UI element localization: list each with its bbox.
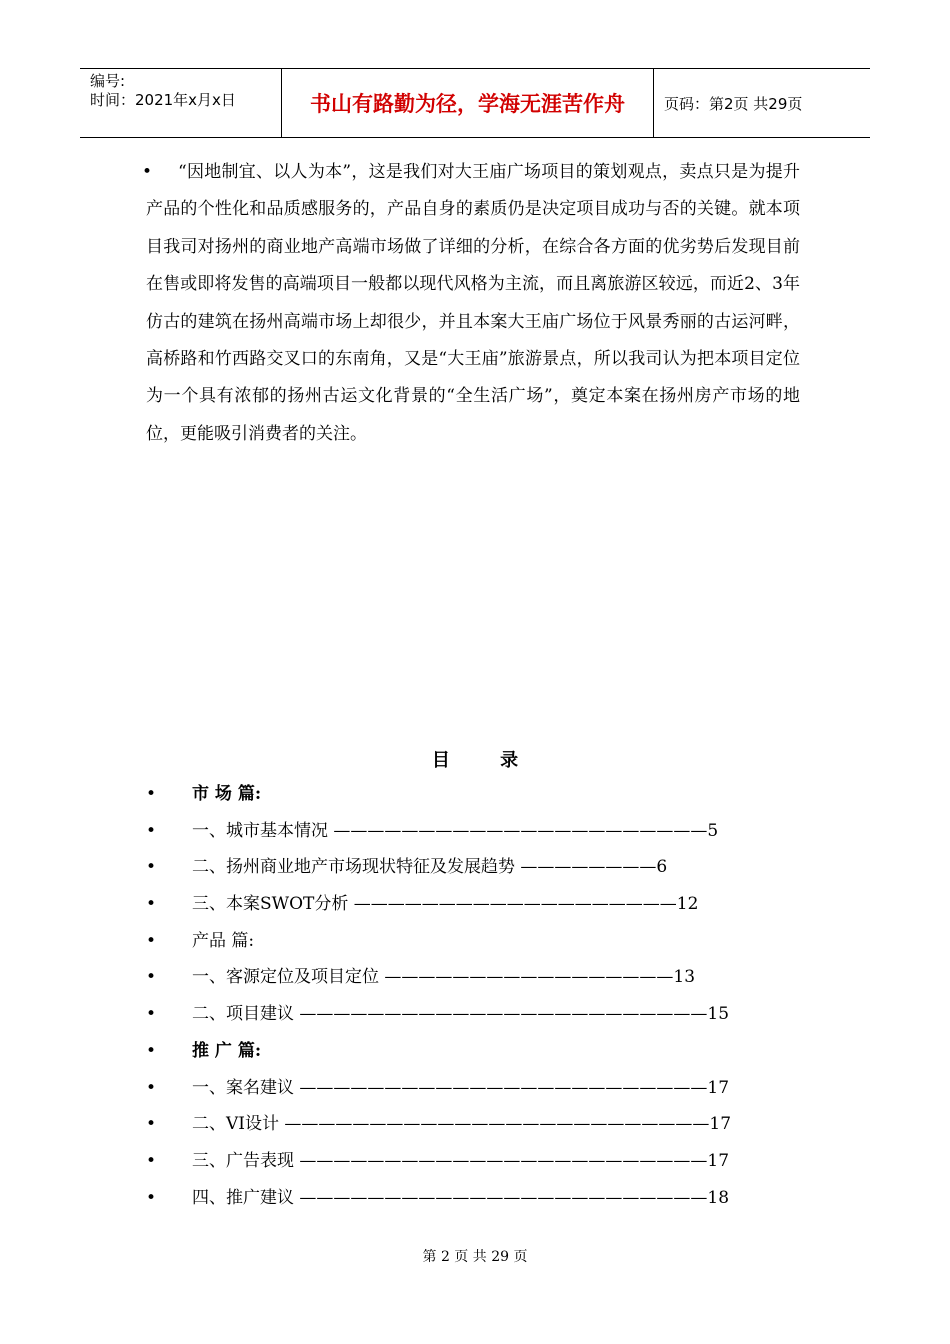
toc-item: [146, 813, 766, 850]
toc-item-label: 二、项目建议 ————————————————————————15: [192, 1004, 730, 1025]
toc-title-char-2: 录: [500, 750, 519, 771]
bullet-icon: •: [146, 1150, 157, 1171]
bullet-icon: •: [146, 820, 157, 841]
toc-item: [146, 959, 766, 996]
page-footer: 第 2 页 共 29 页: [422, 1249, 528, 1265]
document-date-label: 时间：2021年x月x日: [90, 91, 236, 109]
bullet-icon: •: [146, 1040, 157, 1061]
header-motto: 书山有路勤为径，学海无涯苦作舟: [282, 69, 654, 137]
bullet-icon: •: [146, 857, 157, 878]
header-page-info: 页码：第2页 共29页: [664, 94, 803, 113]
toc-item: [146, 1070, 766, 1107]
bullet-icon: •: [146, 1077, 157, 1098]
toc-title: [0, 746, 950, 772]
toc-item-label: 推 广 篇:: [192, 1040, 262, 1061]
toc-item-label: 二、VI设计 —————————————————————————17: [192, 1114, 732, 1135]
toc-item-label: 一、案名建议 ————————————————————————17: [192, 1077, 730, 1098]
bullet-icon: •: [146, 784, 157, 804]
toc-item: [146, 886, 766, 923]
bullet-icon: •: [146, 894, 157, 915]
intro-paragraph-block: [142, 154, 800, 453]
toc-item: [146, 849, 766, 886]
toc-item: [146, 776, 766, 813]
intro-paragraph: “因地制宜、以人为本”，这是我们对大王庙广场项目的策划观点，卖点只是为提升产品的个性化和品质感服务的，产品自身的素质仍是决定项目成功与否的关键。就本项目我司对扬州的商业地产高端市场做了详细的分析，在综合各方面的优劣势后发现目前在售或即将发售的高端项目一般都以现代风格为主流，而且离旅游区较远，而近2、3年仿古的建筑在扬州高端市场上却很少，并且本案大王庙广场位于风景秀丽的古运河畔，高桥路和竹西路交叉口的东南角，又是“大王庙”旅游景点，所以我司认为把本项目定位为一个具有浓郁的扬州古运文化背景的“全生活广场”，奠定本案在扬州房产市场的地位，更能吸引消费者的关注。: [146, 162, 800, 444]
toc-item-label: 一、城市基本情况 ——————————————————————5: [192, 820, 719, 841]
toc-item-label: 二、扬州商业地产市场现状特征及发展趋势 ————————6: [192, 857, 668, 878]
bullet-icon: •: [146, 967, 157, 988]
toc-item: [146, 996, 766, 1033]
toc-item-label: 一、客源定位及项目定位 —————————————————13: [192, 967, 696, 988]
toc-item-label: 三、本案SWOT分析 ———————————————————12: [192, 894, 699, 915]
bullet-icon: •: [142, 162, 153, 182]
bullet-icon: •: [146, 930, 157, 951]
toc-title-char-1: 目: [431, 750, 450, 771]
bullet-icon: •: [146, 1004, 157, 1025]
toc-item-label: 四、推广建议 ————————————————————————18: [192, 1187, 730, 1208]
toc-item-label: 产品 篇:: [192, 930, 255, 951]
document-id-label: 编号:: [90, 72, 126, 90]
toc-item: [146, 1143, 766, 1180]
bullet-icon: •: [146, 1114, 157, 1135]
toc-item: [146, 1033, 766, 1070]
toc-item-label: 市 场 篇:: [192, 784, 262, 804]
toc-item-label: 三、广告表现 ————————————————————————17: [192, 1150, 730, 1171]
page-header: [80, 68, 870, 138]
table-of-contents: [146, 776, 766, 1216]
toc-item: [146, 1180, 766, 1217]
toc-item: [146, 1106, 766, 1143]
header-meta: [80, 69, 282, 137]
toc-item: [146, 923, 766, 960]
bullet-icon: •: [146, 1187, 157, 1208]
